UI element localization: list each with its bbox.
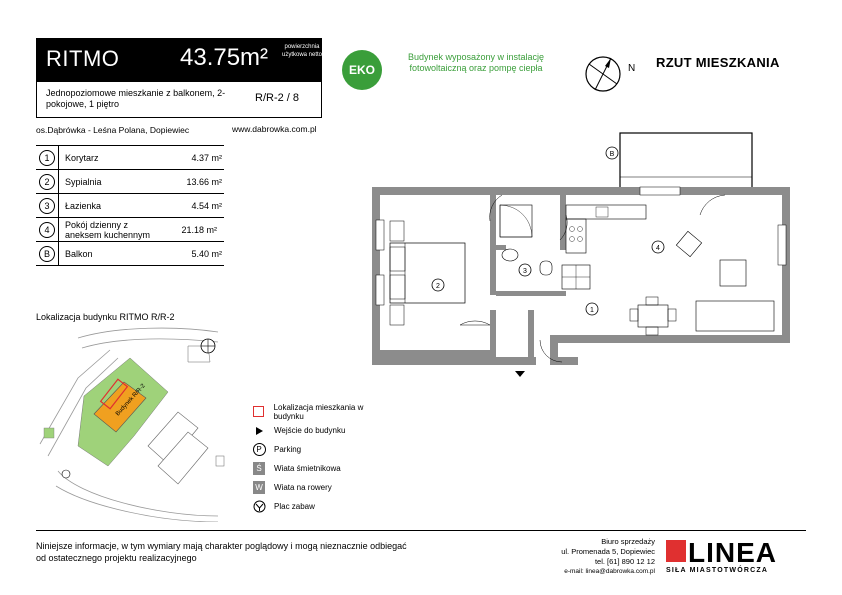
- legend-label: Parking: [274, 445, 302, 454]
- legend-label: Wiata na rowery: [274, 483, 332, 492]
- room-name: Balkon: [65, 248, 93, 259]
- linea-logo: [666, 538, 808, 566]
- location-map: [38, 326, 228, 522]
- room-row: [36, 146, 224, 170]
- room-number: 2: [39, 174, 55, 190]
- parking-icon: P: [252, 443, 266, 457]
- room-area: 4.37 m²: [191, 152, 222, 163]
- legend-label: Wiata śmietnikowa: [274, 464, 341, 473]
- eko-badge: [342, 50, 382, 90]
- apartment-code: R/R-2 / 8: [255, 92, 300, 104]
- balcony: [620, 133, 752, 188]
- parking-icon: [62, 470, 70, 478]
- legend-item: [252, 421, 392, 440]
- room-name: Łazienka: [65, 200, 102, 211]
- apartment-description: Jednopoziomowe mieszkanie z balkonem, 2-pokojowe, 1 piętro: [46, 88, 226, 109]
- location-title: Lokalizacja budynku RITMO R/R-2: [36, 312, 175, 322]
- room-row: [36, 194, 224, 218]
- legend-label: Plac zabaw: [274, 502, 315, 511]
- website-link[interactable]: www.dabrowka.com.pl: [232, 124, 317, 134]
- legend-item: [252, 497, 392, 516]
- room-number: 4: [39, 222, 55, 238]
- legend-label: Wejście do budynku: [274, 426, 346, 435]
- svg-text:4: 4: [656, 245, 660, 252]
- eko-description: Budynek wyposażony w instalację fotowoltaiczną oraz pompę ciepła: [407, 52, 545, 73]
- sales-phone: tel. [61] 890 12 12: [594, 557, 655, 566]
- room-name: Korytarz: [65, 152, 99, 163]
- bike-shelter-icon: W: [252, 481, 266, 495]
- legend-item: [252, 440, 392, 459]
- estate-location: os.Dąbrówka - Leśna Polana, Dopiewiec: [36, 125, 190, 135]
- room-row: [36, 170, 224, 194]
- plan-title: RZUT MIESZKANIA: [656, 55, 780, 70]
- room-row: [36, 242, 224, 266]
- sales-email[interactable]: e-mail: linea@dabrowka.com.pl: [564, 568, 655, 575]
- svg-text:3: 3: [523, 268, 527, 275]
- room-name: Pokój dzienny z aneksem kuchennym: [65, 219, 151, 240]
- room-name: Sypialnia: [65, 176, 102, 187]
- playground-icon: [252, 500, 266, 514]
- room-table: [36, 145, 224, 266]
- room-area: 13.66 m²: [186, 176, 222, 187]
- legend-item: [252, 478, 392, 497]
- room-number: 3: [39, 198, 55, 214]
- svg-text:1: 1: [590, 307, 594, 314]
- legend-label: Lokalizacja mieszkania w budynku: [273, 402, 364, 421]
- entrance-icon: [252, 424, 266, 438]
- apartment-area: 43.75m²: [180, 44, 269, 71]
- sales-title: Biuro sprzedaży: [601, 537, 655, 546]
- compass-icon: [583, 54, 623, 94]
- legend: [252, 402, 392, 516]
- logo-tagline: SIŁA MIASTOTWÓRCZA: [666, 567, 769, 574]
- room-area: 4.54 m²: [191, 200, 222, 211]
- svg-text:LINEA: LINEA: [688, 538, 777, 566]
- disclaimer: Niniejsze informacje, w tym wymiary mają charakter poglądowy i mogą nieznacznie odbiegać od ostatecznego projektu realizacyjnego: [36, 541, 407, 563]
- sales-address: ul. Promenada 5, Dopiewiec: [561, 547, 655, 556]
- svg-text:Budynek R/R-2: Budynek R/R-2: [115, 383, 147, 418]
- entrance-arrow: [515, 371, 525, 377]
- svg-text:2: 2: [436, 283, 440, 290]
- room-number: B: [39, 246, 55, 262]
- room-number: 1: [39, 150, 55, 166]
- room-row: [36, 218, 224, 242]
- legend-item: [252, 459, 392, 478]
- waste-shelter-icon: Ś: [252, 462, 266, 476]
- room-area: 5.40 m²: [191, 248, 222, 259]
- footer-divider: [36, 530, 806, 531]
- legend-item: [252, 402, 392, 421]
- room-marker-label: B: [609, 151, 615, 158]
- eko-badge-label: EKO: [348, 63, 375, 77]
- area-note: powierzchnia użytkowa netto: [281, 44, 323, 58]
- project-name: RITMO: [46, 46, 120, 71]
- floor-plan: [360, 125, 800, 385]
- room-area: 21.18 m²: [181, 224, 217, 235]
- apartment-marker-icon: [252, 405, 266, 419]
- sales-office: [545, 537, 655, 577]
- north-label: N: [628, 63, 636, 74]
